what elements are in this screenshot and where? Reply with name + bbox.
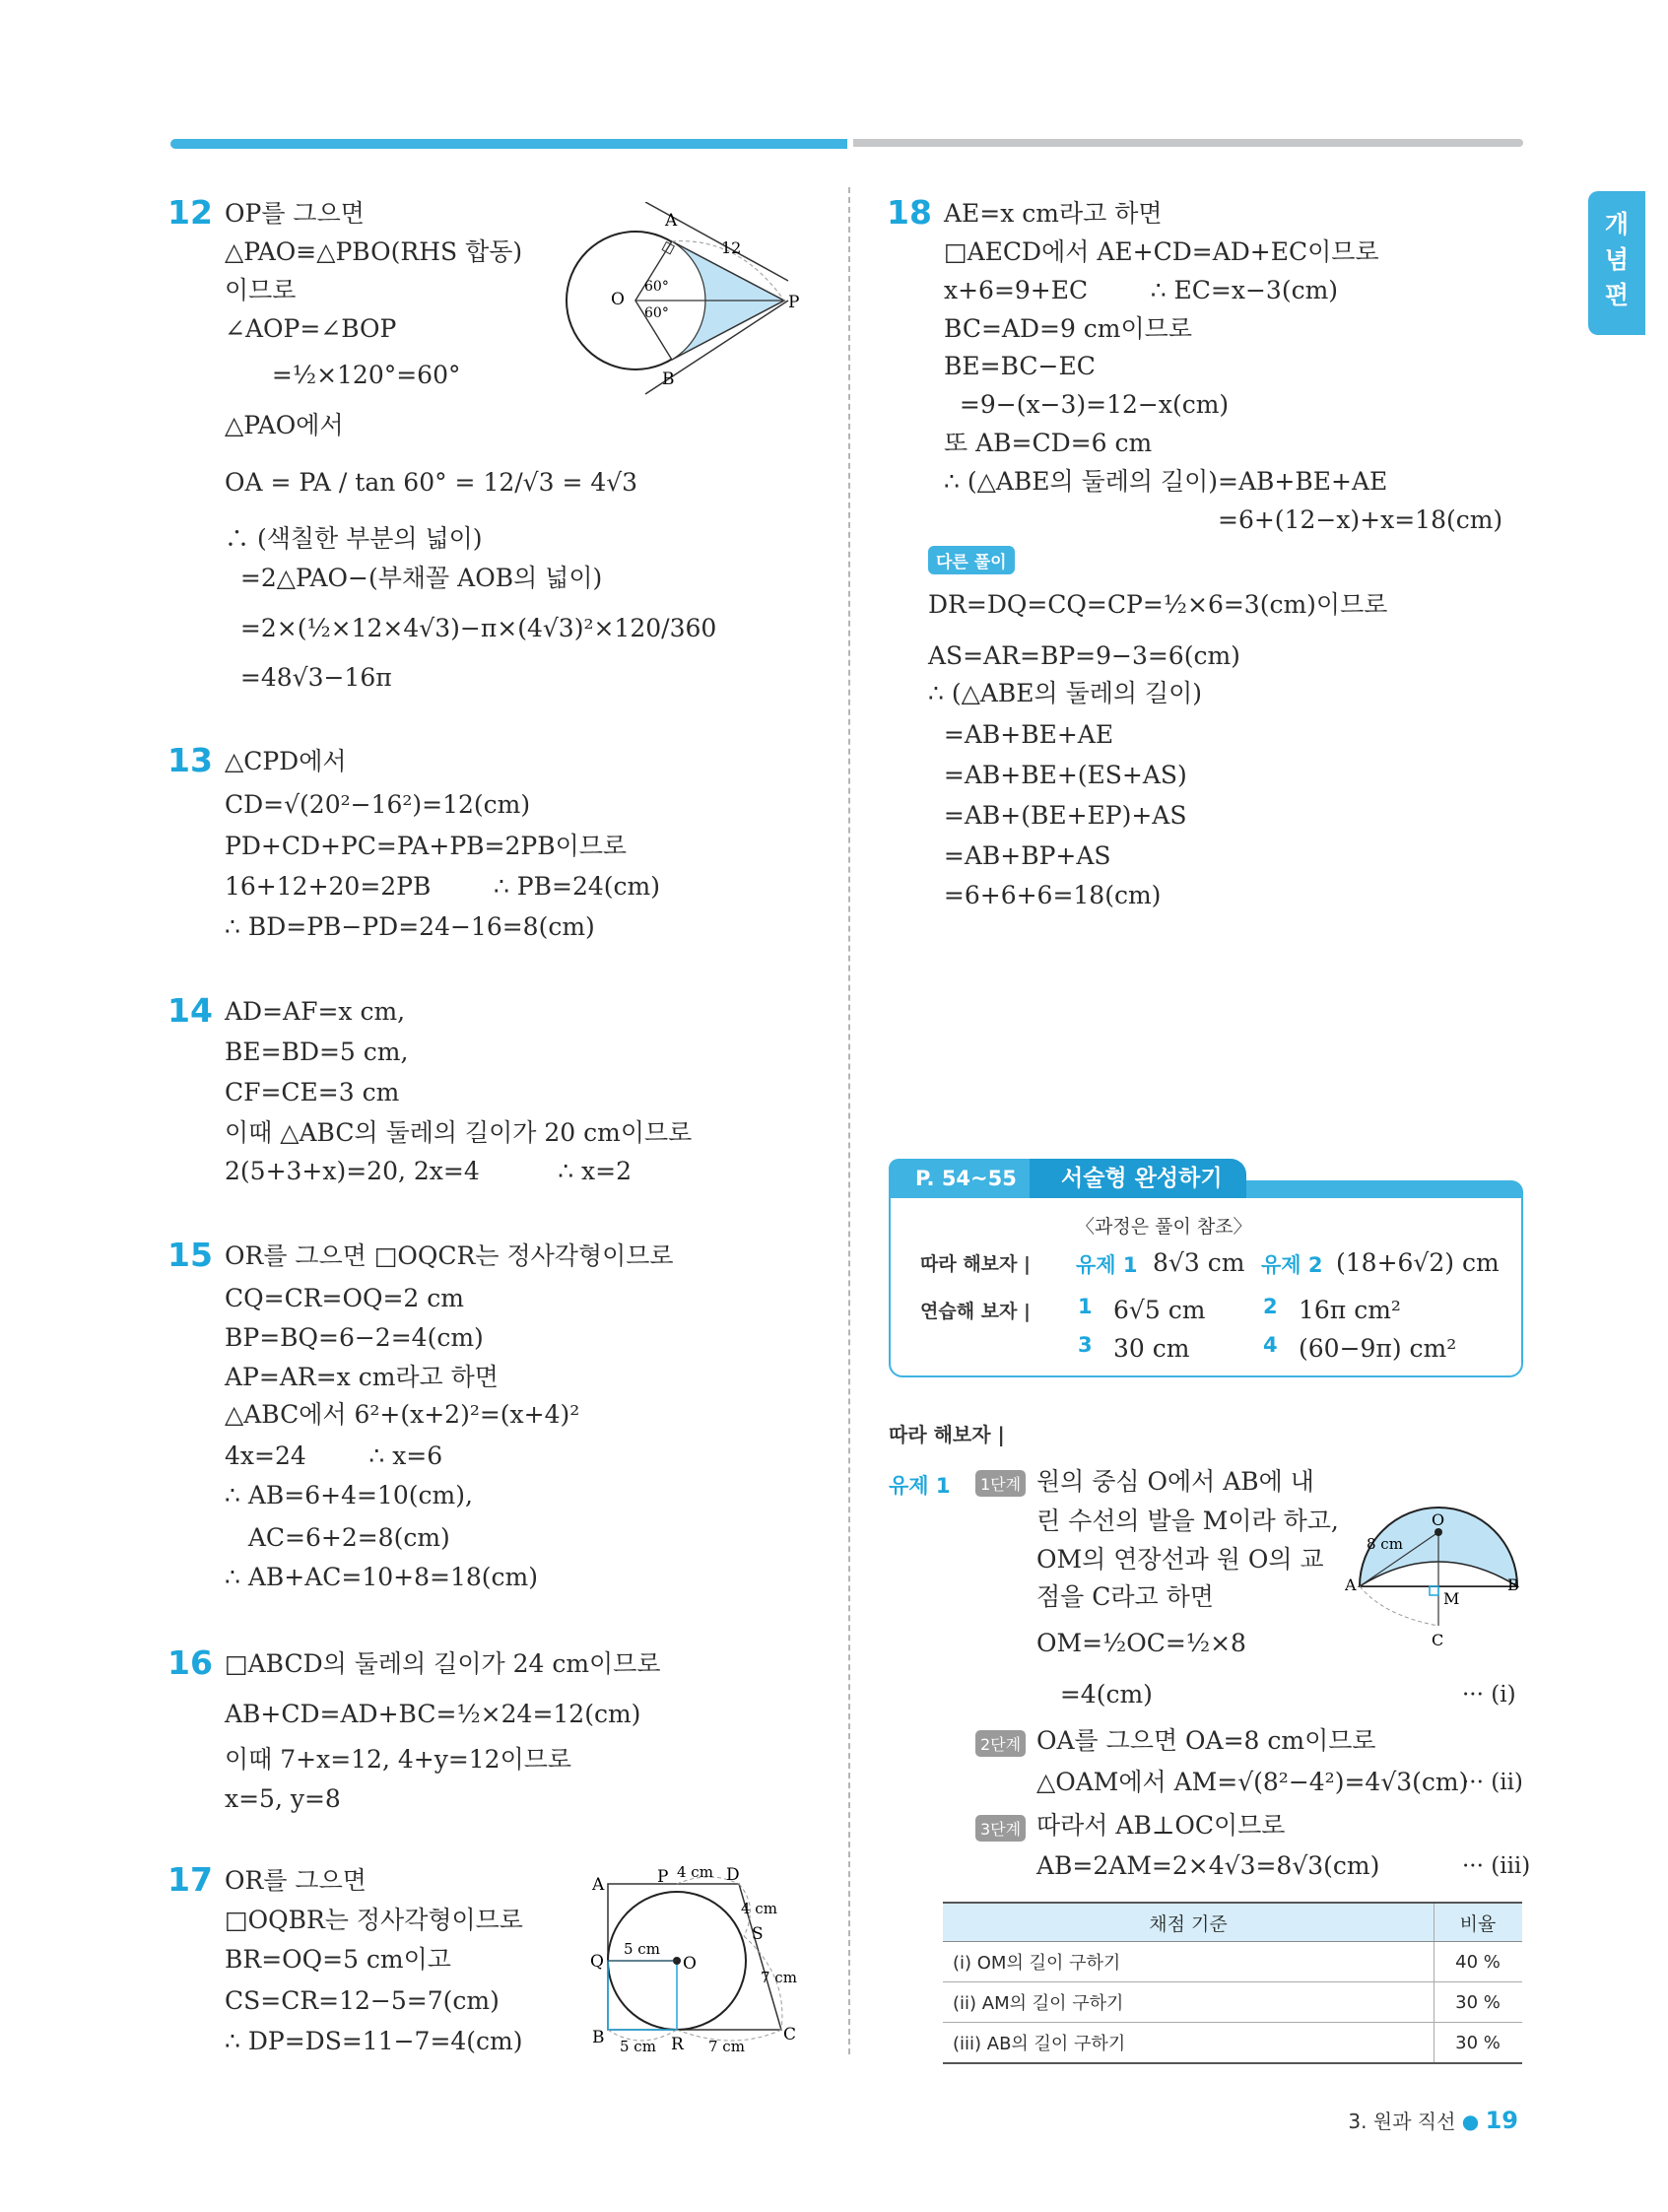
- p17-fig-label: 4 cm: [677, 1863, 713, 1881]
- p18-alt-line: =AB+BP+AS: [928, 841, 1111, 870]
- p12-fig-label: 60°: [644, 279, 669, 295]
- step1-line: 원의 중심 O에서 AB에 내: [1036, 1467, 1314, 1496]
- p12-line: =2△PAO−(부채꼴 AOB의 넓이): [225, 564, 603, 592]
- p17-fig-label: A: [592, 1875, 605, 1895]
- p12-line: △PAO≡△PBO(RHS 합동): [225, 237, 523, 266]
- problem-number-18: 18: [887, 193, 932, 232]
- problem-number-14: 14: [167, 991, 213, 1030]
- mark-i: ··· (i): [1462, 1682, 1516, 1708]
- problem-number-12: 12: [167, 193, 213, 232]
- follow-label: 따라 해보자 |: [920, 1253, 1031, 1275]
- answer-key: 3: [1078, 1333, 1093, 1357]
- answer-box-header-strip: [1246, 1180, 1523, 1198]
- p12-line: =2×(½×12×4√3)−π×(4√3)²×120/360: [225, 614, 717, 642]
- table-row: [943, 2023, 1522, 2064]
- p14-line: AD=AF=x cm,: [225, 997, 406, 1026]
- p12-line: ∴ (색칠한 부분의 넓이): [225, 524, 483, 553]
- section-tab: 개 념 편: [1588, 191, 1645, 335]
- step3-line: AB=2AM=2×4√3=8√3(cm): [1036, 1851, 1380, 1880]
- answer-key: 1: [1078, 1295, 1093, 1318]
- page-number: 19: [1485, 2107, 1518, 2134]
- p12-line: 이므로: [225, 276, 297, 304]
- p18-alt-line: =6+6+6=18(cm): [928, 881, 1162, 909]
- p13-line: 16+12+20=2PB ∴ PB=24(cm): [225, 872, 660, 901]
- answer-box-title: 서술형 완성하기: [1030, 1159, 1246, 1198]
- p18-alt-line: ∴ (△ABE의 둘레의 길이): [928, 679, 1203, 707]
- p13-line: ∴ BD=PB−PD=24−16=8(cm): [225, 912, 595, 941]
- p18-line: AE=x cm라고 하면: [944, 199, 1163, 228]
- p15-line: △ABC에서 6²+(x+2)²=(x+4)²: [225, 1400, 580, 1429]
- p12-fig-label: 12: [721, 238, 742, 257]
- p17-line: CS=CR=12−5=7(cm): [225, 1986, 500, 2015]
- chapter-title: 3. 원과 직선: [1348, 2110, 1456, 2133]
- problem-number-17: 17: [167, 1860, 213, 1899]
- p16-line: x=5, y=8: [225, 1784, 341, 1813]
- step1-line: 점을 C라고 하면: [1036, 1582, 1214, 1611]
- p15-line: ∴ AB=6+4=10(cm),: [225, 1481, 473, 1509]
- p17-fig-label: C: [783, 2025, 797, 2044]
- mark-iii: ··· (iii): [1462, 1853, 1531, 1879]
- grading-ratio: 30 %: [1434, 2023, 1523, 2064]
- p15-line: BP=BQ=6−2=4(cm): [225, 1323, 484, 1352]
- p15-line: 4x=24 ∴ x=6: [225, 1441, 443, 1470]
- step1-line: OM=½OC=½×8: [1036, 1629, 1246, 1657]
- p12-fig-label: P: [788, 293, 800, 312]
- problem-number-16: 16: [167, 1643, 213, 1682]
- grading-ratio: 30 %: [1434, 1982, 1523, 2023]
- answer-key: 유제 2: [1261, 1253, 1323, 1277]
- p18-alt-line: DR=DQ=CQ=CP=½×6=3(cm)이므로: [928, 590, 1388, 619]
- p18-alt-line: =AB+BE+AE: [928, 720, 1114, 749]
- p15-line: AP=AR=x cm라고 하면: [225, 1363, 499, 1391]
- p18-alt-line: =AB+BE+(ES+AS): [928, 761, 1187, 789]
- grading-criterion: (i) OM의 길이 구하기: [943, 1942, 1434, 1982]
- p17-fig-label: 7 cm: [761, 1969, 797, 1986]
- grading-table: [943, 1902, 1522, 2064]
- p17-fig-label: P: [657, 1867, 669, 1887]
- p17-line: ∴ DP=DS=11−7=4(cm): [225, 2027, 523, 2055]
- p15-line: AC=6+2=8(cm): [225, 1523, 450, 1552]
- p12-line: △PAO에서: [225, 411, 344, 439]
- p17-figure: [586, 1862, 813, 2059]
- p14-line: 이때 △ABC의 둘레의 길이가 20 cm이므로: [225, 1118, 693, 1147]
- p18-alt-line: =AB+(BE+EP)+AS: [928, 801, 1187, 830]
- alt-solution-badge: 다른 풀이: [928, 546, 1015, 574]
- p12-fig-label: A: [665, 211, 678, 231]
- step2-line: OA를 그으면 OA=8 cm이므로: [1036, 1726, 1376, 1755]
- p13-line: CD=√(20²−16²)=12(cm): [225, 790, 531, 819]
- p17-fig-label: Q: [590, 1952, 604, 1972]
- answer-value: 6√5 cm: [1113, 1296, 1206, 1324]
- answer-key: 4: [1263, 1333, 1278, 1357]
- step3-line: 따라서 AB⊥OC이므로: [1036, 1811, 1286, 1840]
- p14-line: CF=CE=3 cm: [225, 1078, 400, 1106]
- p17-line: □OQBR는 정사각형이므로: [225, 1906, 523, 1934]
- p12-fig-label: B: [662, 369, 675, 389]
- problem-number-13: 13: [167, 741, 213, 779]
- p12-fig-label: O: [611, 290, 625, 309]
- table-row: [943, 1982, 1522, 2023]
- p18-line: x+6=9+EC ∴ EC=x−3(cm): [944, 276, 1339, 304]
- practice-label: 연습해 보자 |: [920, 1301, 1031, 1322]
- p13-line: △CPD에서: [225, 747, 347, 775]
- p16-line: AB+CD=AD+BC=½×24=12(cm): [225, 1700, 641, 1728]
- answer-value: 16π cm²: [1299, 1296, 1401, 1324]
- step-badge: 1단계: [975, 1470, 1026, 1497]
- p17-fig-label: 4 cm: [741, 1900, 777, 1917]
- p12-line: =48√3−16π: [225, 663, 392, 692]
- p17-line: OR를 그으면: [225, 1866, 367, 1895]
- step-badge: 3단계: [975, 1815, 1026, 1842]
- p18-line: =9−(x−3)=12−x(cm): [944, 390, 1230, 419]
- answer-key: 유제 1: [1076, 1253, 1138, 1277]
- fig-label: M: [1443, 1589, 1460, 1608]
- answer-value: (18+6√2) cm: [1336, 1248, 1500, 1277]
- answer-box-pages: P. 54~55: [889, 1159, 1030, 1198]
- fig-label: B: [1507, 1575, 1519, 1594]
- p14-line: BE=BD=5 cm,: [225, 1038, 409, 1066]
- problem-number-15: 15: [167, 1236, 213, 1274]
- grading-criterion: (ii) AM의 길이 구하기: [943, 1982, 1434, 2023]
- p17-fig-label: 7 cm: [708, 2038, 745, 2055]
- fig-label: 8 cm: [1367, 1535, 1403, 1553]
- p12-figure: [552, 202, 818, 409]
- step1-line: OM의 연장선과 원 O의 교: [1036, 1545, 1324, 1574]
- header-bar-right: [853, 139, 1523, 147]
- fig-label: C: [1432, 1631, 1444, 1649]
- follow-heading: 따라 해보자 |: [889, 1423, 1005, 1446]
- p14-line: 2(5+3+x)=20, 2x=4 ∴ x=2: [225, 1157, 633, 1185]
- fig-label: A: [1345, 1575, 1357, 1594]
- p16-line: □ABCD의 둘레의 길이가 24 cm이므로: [225, 1649, 661, 1678]
- answer-value: 30 cm: [1113, 1334, 1190, 1363]
- p18-line: BE=BC−EC: [944, 352, 1096, 380]
- step2-line: △OAM에서 AM=√(8²−4²)=4√3(cm): [1036, 1768, 1469, 1796]
- p15-line: OR를 그으면 □OQCR는 정사각형이므로: [225, 1241, 674, 1270]
- grading-criterion: (iii) AB의 길이 구하기: [943, 2023, 1434, 2064]
- table-row: [943, 1942, 1522, 1982]
- p17-fig-label: D: [726, 1865, 740, 1885]
- p16-line: 이때 7+x=12, 4+y=12이므로: [225, 1745, 572, 1774]
- p18-line: ∴ (△ABE의 둘레의 길이)=AB+BE+AE: [944, 467, 1388, 496]
- step1-line: 린 수선의 발을 M이라 하고,: [1036, 1507, 1339, 1535]
- p12-line: OP를 그으면: [225, 199, 365, 228]
- p18-line: BC=AD=9 cm이므로: [944, 314, 1192, 343]
- p12-line: ∠AOP=∠BOP: [225, 314, 397, 343]
- example-label: 유제 1: [889, 1474, 951, 1498]
- p18-line: 또 AB=CD=6 cm: [944, 429, 1153, 457]
- p17-fig-label: S: [752, 1924, 764, 1944]
- bullet-icon: ●: [1461, 2110, 1480, 2133]
- answer-value: 8√3 cm: [1153, 1248, 1245, 1277]
- header-bar-left: [170, 139, 847, 149]
- step1-line: =4(cm): [1036, 1680, 1153, 1709]
- p17-fig-label: 5 cm: [620, 2038, 656, 2055]
- answer-key: 2: [1263, 1295, 1278, 1318]
- p12-fig-label: 60°: [644, 305, 669, 321]
- grading-header: 비율: [1434, 1903, 1523, 1942]
- column-divider: [848, 187, 850, 2054]
- p15-line: CQ=CR=OQ=2 cm: [225, 1284, 464, 1312]
- answer-value: (60−9π) cm²: [1299, 1334, 1457, 1363]
- p18-line: □AECD에서 AE+CD=AD+EC이므로: [944, 237, 1379, 266]
- p12-line: OA = PA / tan 60° = 12/√3 = 4√3: [225, 468, 638, 497]
- p17-line: BR=OQ=5 cm이고: [225, 1945, 451, 1974]
- p13-line: PD+CD+PC=PA+PB=2PB이므로: [225, 832, 628, 860]
- p18-line: =6+(12−x)+x=18(cm): [1218, 505, 1503, 534]
- grading-header: 채점 기준: [943, 1903, 1434, 1942]
- p17-fig-label: 5 cm: [624, 1940, 660, 1958]
- step-badge: 2단계: [975, 1730, 1026, 1757]
- p17-fig-label: O: [683, 1954, 697, 1974]
- example-figure: [1345, 1468, 1522, 1655]
- p17-fig-label: B: [592, 2028, 605, 2047]
- fig-label: O: [1432, 1510, 1445, 1529]
- p12-line: =½×120°=60°: [256, 361, 461, 389]
- page-footer: [1348, 2106, 1518, 2134]
- p17-fig-label: R: [671, 2035, 684, 2054]
- p18-alt-line: AS=AR=BP=9−3=6(cm): [928, 641, 1240, 670]
- grading-ratio: 40 %: [1434, 1942, 1523, 1982]
- mark-ii: ··· (ii): [1462, 1770, 1523, 1795]
- answer-box-note: 〈과정은 풀이 참조〉: [1076, 1216, 1252, 1238]
- p15-line: ∴ AB+AC=10+8=18(cm): [225, 1563, 538, 1591]
